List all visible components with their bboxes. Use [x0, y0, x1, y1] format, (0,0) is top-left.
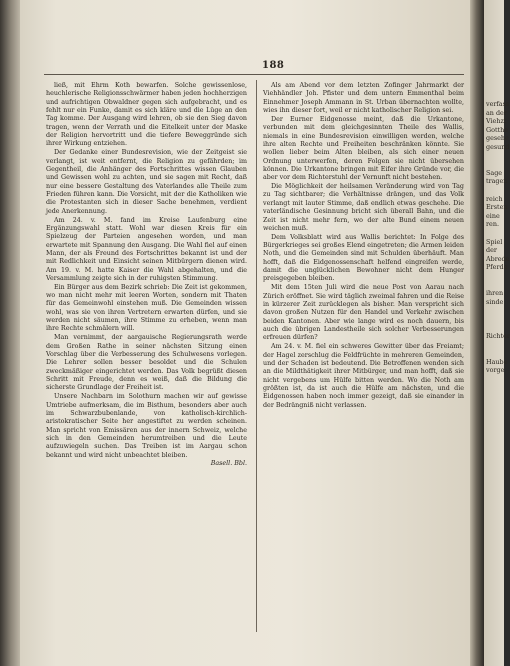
fragment-line	[486, 315, 504, 324]
fragment-line: Richter	[486, 332, 510, 341]
header-rule	[44, 74, 464, 75]
article-paragraph: Der Gedanke einer Bundesrevision, wie der Zeitgeist sie verlangt, ist weit entfernt, die Religion zu gefährden; im Gegentheil, die Anhänger des Fortschrittes wissen Glauben und Gewissen wohl zu achten, und sie sagen mit Recht, daß nur eine bessere Gestaltung des Vaterlandes alle Theile zum Frieden führen kann. Die Vorsicht, mit der die Katholiken wie die Protestanten sich in dieser Sache benehmen, verdient jede Anerkennung.	[46, 149, 247, 215]
fragment-line	[486, 272, 504, 281]
fragment-line	[486, 152, 504, 161]
fragment-line: Viehzt	[486, 117, 507, 126]
article-paragraph: Dem Volksblatt wird aus Wallis berichtet: In Folge des Bürgerkrieges sei großes Elend eingetreten; die Armen leiden Noth, und die Gemeinden sind mit Schulden überhäuft. Man hofft, daß die Eidgenossenschaft helfend eingreifen werde, damit die unglücklichen Bewohner nicht dem Hunger preisgegeben bleiben.	[263, 233, 464, 283]
fragment-line: eine	[486, 211, 500, 220]
article-paragraph: Mit dem 15ten Juli wird die neue Post von Aarau nach Zürich eröffnet. Sie wird täglich zweimal fahren und die Reise in kürzerer Zeit zurücklegen als bisher. Man verspricht sich davon großen Nutzen für den Handel und Verkehr zwischen beiden Kantonen. Aber wie lange wird es noch dauern, bis auch die übrigen Landestheile sich solcher Verbesserungen erfreuen dürfen?	[263, 284, 464, 342]
next-page-fragment	[484, 100, 510, 375]
fragment-line: reich	[486, 194, 503, 203]
book-gutter	[470, 0, 484, 666]
fragment-line	[486, 186, 504, 195]
fragment-line: Abrede	[486, 254, 510, 263]
left-column	[46, 82, 247, 469]
fragment-line: verfass	[486, 100, 510, 108]
fragment-line: gesund	[486, 142, 510, 151]
fragment-line: ren.	[486, 220, 499, 229]
article-source: Basell. Bbl.	[210, 460, 247, 468]
article-paragraph: Als am Abend vor dem letzten Zofinger Jahrmarkt der Viehhändler Joh. Pfister und dem untern Emmenthal beim Einnehmer Joseph Ammann in St. Urban übernachten wollte, wies ihn dieser fort, weil er nicht katholischer Religion sei.	[263, 82, 464, 115]
article-paragraph: Am 24. v. M. fiel ein schweres Gewitter über das Freiamt; der Hagel zerschlug die Feldfrüchte in mehreren Gemeinden, und der Schaden ist bedeutend. Die Betroffenen wenden sich an die Mildthätigkeit ihrer Mitbürger, und man hofft, daß sie nicht vergebens um Hülfe bitten werden. Wo die Noth am größten ist, da ist auch die Hülfe am nächsten, und die Eidgenossen haben noch immer gezeigt, daß sie einander in der Bedrängniß nicht verlassen.	[263, 343, 464, 409]
fragment-line	[486, 229, 504, 238]
fragment-line: Haube	[486, 357, 508, 366]
left-page-edge	[0, 0, 20, 666]
fragment-line	[486, 349, 504, 358]
article-paragraph: Unsere Nachbarn im Solothurn machen wir auf gewisse Umtriebe aufmerksam, die im Bisthum, besonders aber auch im Schwarzbubenlande, von katholisch-kirchlich-aristokratischer Seite her angestiftet zu werden scheinen. Man spricht von Emissären aus der innern Schweiz, welche sich in den Gemeinden herumtreiben und die Leute aufzuwiegeln suchen. Das Treiben ist im Aargau schon bekannt und wird nicht unbeachtet bleiben.	[46, 393, 247, 459]
fragment-line	[486, 160, 504, 169]
article-paragraph: Die Möglichkeit der heilsamen Veränderung wird von Tag zu Tag sichtbarer; die Verhältnisse drängen, und das Volk verlangt mit lauter Stimme, daß endlich etwas geschehe. Die vaterländische Gesinnung bricht sich überall Bahn, und die Zeit ist nicht mehr fern, wo der alte Bund einem neuen weichen muß.	[263, 183, 464, 232]
fragment-line: der	[486, 246, 497, 255]
fragment-line	[486, 341, 504, 350]
fragment-line: ihren	[486, 289, 504, 298]
article-paragraph: Man vernimmt, der aargauische Regierungsrath werde dem Großen Rathe in seiner nächsten Sitzung einen Vorschlag über die Verbesserung des Schulwesens vorlegen. Die Lehrer sollen besser besoldet und die Schulen zweckmäßiger eingerichtet werden. Das Volk begrüßt diesen Schritt mit Freude, denn es weiß, daß die Bildung die sicherste Grundlage der Freiheit ist.	[46, 334, 247, 392]
right-column	[263, 82, 464, 410]
fragment-line: tragen	[486, 177, 508, 186]
fragment-line: Spiel	[486, 237, 503, 246]
article-paragraph: Der Eurner Eidgenosse meint, daß die Urkantone, verbunden mit dem gleichgesinnten Theile des Wallis, niemals in eine Bundesrevision einwilligen werden, welche ihre alten Rechte und Freiheiten beschränken könnte. Sie wollen lieber beim Alten bleiben, als sich einer neuen Ordnung unterwerfen, deren Folgen sie nicht übersehen können. Die Urkantone bringen mit Eifer ihre Gründe vor, die aber vor dem Richterstuhl der Vernunft nicht bestehen.	[263, 115, 464, 182]
fragment-line: sinde	[486, 297, 504, 306]
fragment-line: Gotthe	[486, 125, 508, 134]
column-divider	[256, 80, 257, 632]
article-paragraph: Am 24. v. M. fand im Kreise Laufenburg eine Ergänzungswahl statt. Wohl war diesen Kreis für ein Spielzeug der Parteien angesehen worden, und man erwartete mit Spannung den Ausgang. Die Wahl fiel auf einen Mann, der als Freund des Fortschrittes bekannt ist und der mit Redlichkeit und Einsicht seinen Mitbürgern dienen wird. Am 19. v. M. hatte Kaiser die Wahl abgehalten, und die Versammlung zeigte sich in der ruhigsten Stimmung.	[46, 216, 247, 282]
fragment-line	[486, 306, 504, 315]
fragment-line	[486, 280, 504, 289]
article-paragraph: ließ, mit Ehrm Koth bewarfen. Solche gewissenlose, heuchlerische Religionsschwärmer haben jeden hochherzigen und aufrichtigen Obwaldner gegen sich aufgebracht, und es fehlt nur ein Funke, damit es sich kläre und die Lüge an den Tag komme. Der Ausgang wird lehren, ob sie den Sieg davon tragen, wenn der Verrath und die Eitelkeit unter der Maske der Religion hervortritt und die tiefere Beweggründe sich ihrer Wirkung entziehen.	[46, 82, 247, 148]
page-number: 188	[262, 60, 285, 71]
fragment-line: Pferde	[486, 263, 508, 272]
fragment-line: vorge	[486, 366, 505, 375]
fragment-line	[486, 323, 504, 332]
fragment-line: Sage	[486, 168, 503, 177]
next-page-edge	[484, 0, 510, 666]
fragment-line: an der	[486, 108, 507, 117]
article-paragraph: Ein Bürger aus dem Bezirk schrieb: Die Zeit ist gekommen, wo man nicht mehr mit leeren Worten, sondern mit Thaten für das Gemeinwohl einstehen muß. Die Gemeinden wissen wohl, was sie von ihren Vertretern erwarten dürfen, und sie werden nicht säumen, ihre Stimme zu erheben, wenn man ihre Rechte schmälern will.	[46, 283, 247, 333]
fragment-line: gesehe	[486, 134, 509, 143]
fragment-line: Ersten	[486, 203, 508, 212]
